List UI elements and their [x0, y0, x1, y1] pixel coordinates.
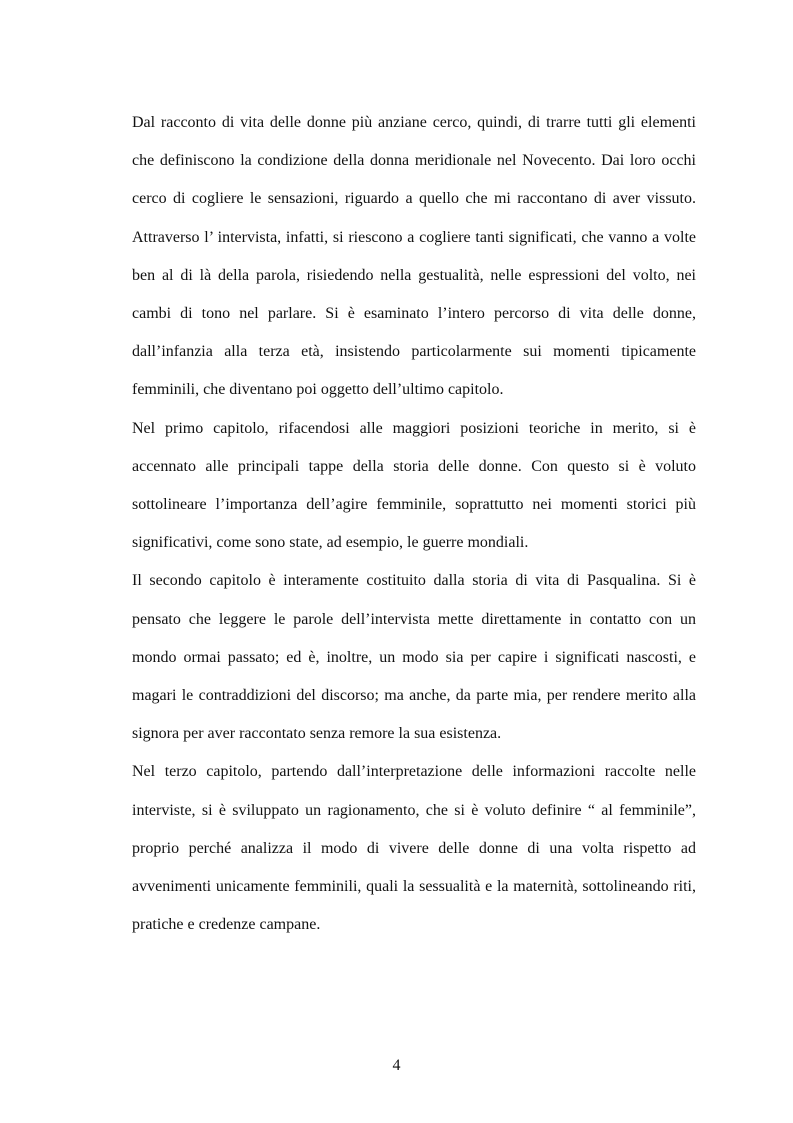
page-number: 4: [392, 1057, 401, 1074]
paragraph-third-chapter: Nel terzo capitolo, partendo dall’interpretazione delle informazioni raccolte nelle interviste, si è sviluppato un ragionamento, che si è voluto definire “ al femminile”, proprio perché analizza il modo di vivere delle donne di una volta rispetto ad avvenimenti unicamente femminili, quali la sessualità e la maternità, sottolineando riti, pratiche e credenze campane.: [132, 763, 696, 934]
paragraph-intro-life-stories: Dal racconto di vita delle donne più anziane cerco, quindi, di trarre tutti gli elementi che definiscono la condizione della donna meridionale nel Novecento. Dai loro occhi cerco di cogliere le sensazioni, riguardo a quello che mi raccontano di aver vissuto. Attraverso l’ intervista, infatti, si riescono a cogliere tanti significati, che vanno a volte ben al di là della parola, risiedendo nella gestualità, nelle espressioni del volto, nei cambi di tono nel parlare. Si è esaminato l’intero percorso di vita delle donne, dall’infanzia alla terza età, insistendo particolarmente sui momenti tipicamente femminili, che diventano poi oggetto dell’ultimo capitolo.: [132, 114, 696, 399]
paragraph-first-chapter: Nel primo capitolo, rifacendosi alle maggiori posizioni teoriche in merito, si è accennato alle principali tappe della storia delle donne. Con questo si è voluto sottolineare l’importanza dell’agire femminile, soprattutto nei momenti storici più significativi, come sono state, ad esempio, le guerre mondiali.: [132, 419, 696, 552]
paragraph-second-chapter: Il secondo capitolo è interamente costituito dalla storia di vita di Pasqualina. Si è pensato che leggere le parole dell’intervista mette direttamente in contatto con un mondo ormai passato; ed è, inoltre, un modo sia per capire i significati nascosti, e magari le contraddizioni del discorso; ma anche, da parte mia, per rendere merito alla signora per aver raccontato senza remore la sua esistenza.: [132, 572, 696, 743]
body-text: [132, 104, 696, 944]
